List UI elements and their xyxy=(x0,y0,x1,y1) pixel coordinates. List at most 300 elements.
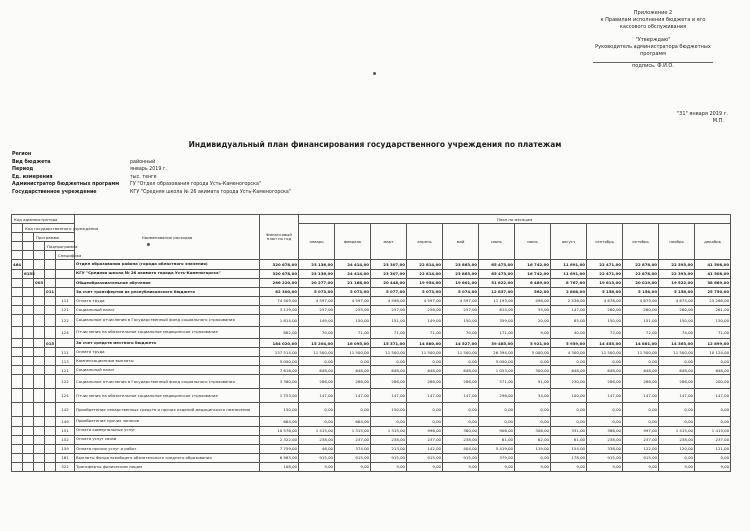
month-value-cell: 0,00 xyxy=(479,417,515,426)
month-value-cell: 286,00 xyxy=(299,375,335,389)
code-cell xyxy=(23,357,34,366)
document-meta xyxy=(12,151,291,197)
month-value-cell: 648,00 xyxy=(371,366,407,375)
table-row xyxy=(12,260,731,269)
month-value-cell: 237,00 xyxy=(335,435,371,444)
month-value-cell: 14 363,00 xyxy=(659,339,695,348)
month-value-cell: 648,00 xyxy=(623,366,659,375)
code-cell: 149 xyxy=(56,417,75,426)
month-value-cell: 213,00 xyxy=(371,444,407,453)
month-value-cell: 1 415,00 xyxy=(695,426,731,435)
code-cell: 003 xyxy=(34,278,45,287)
month-value-cell: 9,00 xyxy=(299,462,335,471)
month-value-cell: 19 954,00 xyxy=(407,278,443,287)
expense-name-cell: Отчисления на обязательное социальное медицинское страхование xyxy=(75,327,260,339)
expense-name-cell: Трансферты физическим лицам xyxy=(75,462,260,471)
month-value-cell: 147,00 xyxy=(551,305,587,314)
month-value-cell: 261,00 xyxy=(695,305,731,314)
meta-label: Ед. измерения xyxy=(12,174,53,180)
month-value-cell: 5 073,00 xyxy=(299,287,335,296)
month-value-cell: 150,00 xyxy=(695,315,731,327)
month-value-cell: 119,00 xyxy=(515,444,551,453)
month-value-cell: 19 601,00 xyxy=(443,278,479,287)
code-cell xyxy=(45,260,56,269)
month-value-cell: 178,00 xyxy=(551,453,587,462)
month-value-cell: 386,00 xyxy=(587,426,623,435)
month-value-cell: 0,00 xyxy=(659,417,695,426)
month-value-cell: 4 676,00 xyxy=(587,296,623,305)
month-value-cell: 380,00 xyxy=(443,426,479,435)
annual-plan-cell: 108,00 xyxy=(260,462,299,471)
header-month: апрель xyxy=(407,224,443,260)
month-value-cell: 8 767,00 xyxy=(551,278,587,287)
code-cell: 464 xyxy=(12,260,23,269)
code-cell xyxy=(12,389,23,403)
month-value-cell: 571,00 xyxy=(479,375,515,389)
month-value-cell: 257,00 xyxy=(299,305,335,314)
month-value-cell: 0,00 xyxy=(335,357,371,366)
month-value-cell: 9,00 xyxy=(623,462,659,471)
code-cell xyxy=(12,375,23,389)
header-month: декабрь xyxy=(695,224,731,260)
month-value-cell: 11 500,00 xyxy=(587,348,623,357)
month-value-cell: 230,00 xyxy=(551,375,587,389)
code-cell xyxy=(45,389,56,403)
month-value-cell: 0,00 xyxy=(443,357,479,366)
code-cell xyxy=(12,305,23,314)
table-row xyxy=(12,444,731,453)
code-cell xyxy=(23,426,34,435)
month-value-cell: 648,00 xyxy=(299,366,335,375)
code-cell xyxy=(45,403,56,417)
month-value-cell: 41 508,00 xyxy=(695,269,731,278)
annual-plan-cell: 3 119,00 xyxy=(260,305,299,314)
expense-name-cell: Приобретение прочих запасов xyxy=(75,417,260,426)
meta-label: Администратор бюджетных программ xyxy=(12,182,120,188)
code-cell xyxy=(23,260,34,269)
month-value-cell: 9,00 xyxy=(335,462,371,471)
month-value-cell: 24 414,00 xyxy=(335,269,371,278)
code-cell xyxy=(23,417,34,426)
month-value-cell: 72,00 xyxy=(623,327,659,339)
month-value-cell: 374,00 xyxy=(335,444,371,453)
month-value-cell: 331,00 xyxy=(551,426,587,435)
month-value-cell: 23 136,00 xyxy=(299,260,335,269)
month-value-cell: 915,00 xyxy=(335,453,371,462)
month-value-cell: 238,00 xyxy=(371,435,407,444)
month-value-cell: 0,00 xyxy=(371,357,407,366)
month-value-cell: 1 415,00 xyxy=(299,426,335,435)
code-cell: 151 xyxy=(56,426,75,435)
month-value-cell: 0,00 xyxy=(515,357,551,366)
code-cell xyxy=(56,269,75,278)
month-value-cell: 22 393,00 xyxy=(659,260,695,269)
expense-name-cell: Отдел образования района (города областного значения) xyxy=(75,260,260,269)
month-value-cell: 0,00 xyxy=(407,403,443,417)
month-value-cell: 1 415,00 xyxy=(659,426,695,435)
code-cell xyxy=(12,417,23,426)
month-value-cell: 238,00 xyxy=(299,435,335,444)
rules-line-1: к Правилам исполнения бюджета и его xyxy=(600,17,706,23)
annual-plan-cell: 5 000,00 xyxy=(260,357,299,366)
month-value-cell: 25 750,00 xyxy=(695,287,731,296)
month-value-cell: 257,00 xyxy=(371,305,407,314)
code-cell: 015 xyxy=(45,339,56,348)
month-value-cell: 23 863,00 xyxy=(443,269,479,278)
annual-plan-cell: 10 576,00 xyxy=(260,426,299,435)
expense-name-cell: Социальные отчисления в Государственный фонд социального страхования xyxy=(75,315,260,327)
expense-name-cell: Компенсационные выплаты xyxy=(75,357,260,366)
annual-plan-cell: 2 322,00 xyxy=(260,435,299,444)
month-value-cell: 664,00 xyxy=(335,417,371,426)
month-value-cell: 11 500,00 xyxy=(299,348,335,357)
table-row xyxy=(12,348,731,357)
month-value-cell: 255,00 xyxy=(335,305,371,314)
month-value-cell: 1 315,00 xyxy=(335,426,371,435)
annual-plan-cell: 1 753,00 xyxy=(260,389,299,403)
month-value-cell: 22 878,00 xyxy=(623,269,659,278)
month-value-cell: 9,00 xyxy=(515,462,551,471)
code-cell: 122 xyxy=(56,375,75,389)
code-cell xyxy=(45,357,56,366)
month-value-cell: 260,00 xyxy=(659,305,695,314)
month-value-cell: 51 822,00 xyxy=(479,278,515,287)
month-value-cell: 72,00 xyxy=(587,327,623,339)
month-value-cell: 286,00 xyxy=(587,375,623,389)
month-value-cell: 915,00 xyxy=(407,453,443,462)
month-value-cell: 2 536,00 xyxy=(551,296,587,305)
month-value-cell: 22 471,00 xyxy=(587,260,623,269)
header-month: ноябрь xyxy=(659,224,695,260)
month-value-cell: 21 168,00 xyxy=(335,278,371,287)
month-value-cell: 4 597,00 xyxy=(443,296,479,305)
code-cell xyxy=(56,339,75,348)
month-value-cell: 11 500,00 xyxy=(335,348,371,357)
month-value-cell: 5 000,00 xyxy=(515,348,551,357)
annual-plan-cell: 7 616,00 xyxy=(260,366,299,375)
month-value-cell: 0,00 xyxy=(587,357,623,366)
code-cell: 121 xyxy=(56,305,75,314)
month-value-cell: 147,00 xyxy=(587,389,623,403)
month-value-cell: 147,00 xyxy=(335,389,371,403)
month-value-cell: 286,00 xyxy=(407,375,443,389)
month-value-cell: 286,00 xyxy=(443,375,479,389)
code-cell xyxy=(34,435,45,444)
month-value-cell: 9,00 xyxy=(659,462,695,471)
month-value-cell: 9,00 xyxy=(551,462,587,471)
month-value-cell: 237,00 xyxy=(407,435,443,444)
month-value-cell: 286,00 xyxy=(659,375,695,389)
month-value-cell: 0,00 xyxy=(623,357,659,366)
month-value-cell: 65 473,00 xyxy=(479,260,515,269)
month-value-cell: 0,00 xyxy=(659,453,695,462)
month-value-cell: 1 053,00 xyxy=(479,366,515,375)
header-name: Наименование расходов xyxy=(75,215,260,260)
code-cell xyxy=(12,315,23,327)
annual-plan-cell: 82 300,00 xyxy=(260,287,299,296)
annual-plan-cell: 862,00 xyxy=(260,327,299,339)
code-cell: 161 xyxy=(56,453,75,462)
code-cell xyxy=(23,435,34,444)
code-cell xyxy=(12,327,23,339)
month-value-cell: 0,00 xyxy=(623,417,659,426)
month-value-cell: 0,00 xyxy=(551,357,587,366)
month-value-cell: 14 455,00 xyxy=(587,339,623,348)
meta-label: Вид бюджета xyxy=(12,159,51,165)
code-cell xyxy=(23,305,34,314)
code-cell xyxy=(45,327,56,339)
expense-name-cell: КГУ "Средняя школа № 26 акимата города Усть-Каменогорска" xyxy=(75,269,260,278)
month-value-cell: 4 675,00 xyxy=(623,296,659,305)
approved-label: "Утверждаю" xyxy=(635,37,671,43)
code-cell xyxy=(23,339,34,348)
month-value-cell: 14 861,00 xyxy=(623,339,659,348)
code-cell xyxy=(45,375,56,389)
month-value-cell: 0,00 xyxy=(407,417,443,426)
month-value-cell: 71,00 xyxy=(335,327,371,339)
month-value-cell: 147,00 xyxy=(659,389,695,403)
code-cell xyxy=(45,444,56,453)
financing-plan-table-wrap xyxy=(11,214,730,472)
month-value-cell: 23 136,00 xyxy=(299,269,335,278)
month-value-cell: 0,00 xyxy=(551,403,587,417)
month-value-cell: 11 500,00 xyxy=(407,348,443,357)
month-value-cell: 915,00 xyxy=(299,453,335,462)
code-cell: 322 xyxy=(56,462,75,471)
signature-hint: подпись, Ф.И.О. xyxy=(632,63,674,69)
table-row xyxy=(12,327,731,339)
table-row xyxy=(12,453,731,462)
header-month: сентябрь xyxy=(587,224,623,260)
header-plan: Финансовый план на год xyxy=(260,215,299,260)
month-value-cell: 0,00 xyxy=(299,403,335,417)
code-cell xyxy=(34,375,45,389)
month-value-cell: 11 500,00 xyxy=(443,348,479,357)
code-cell xyxy=(12,278,23,287)
month-value-cell: 359,00 xyxy=(479,315,515,327)
month-value-cell: 6 489,00 xyxy=(515,278,551,287)
month-value-cell: 11 193,00 xyxy=(479,296,515,305)
code-cell xyxy=(23,453,34,462)
code-cell xyxy=(23,389,34,403)
month-value-cell: 22 393,00 xyxy=(659,269,695,278)
code-cell xyxy=(34,315,45,327)
month-value-cell: 260,00 xyxy=(587,305,623,314)
month-value-cell: 23 307,00 xyxy=(371,269,407,278)
code-cell xyxy=(45,366,56,375)
expense-name-cell: Оплата коммунальных услуг xyxy=(75,426,260,435)
month-value-cell: 260,00 xyxy=(623,305,659,314)
month-value-cell: 200,00 xyxy=(695,375,731,389)
month-value-cell: 0,00 xyxy=(371,417,407,426)
month-value-cell: 0,00 xyxy=(443,417,479,426)
meta-value: ГУ "Отдел образования города Усть-Каменогорска" xyxy=(130,182,262,188)
month-value-cell: 14 880,00 xyxy=(407,339,443,348)
code-cell: 111 xyxy=(56,296,75,305)
month-value-cell: 39 485,00 xyxy=(479,339,515,348)
appendix-label: Приложение 2 xyxy=(633,10,673,16)
code-cell xyxy=(12,366,23,375)
month-value-cell: 24 414,00 xyxy=(335,260,371,269)
scan-speck xyxy=(373,72,376,75)
annual-plan-cell: 7 759,00 xyxy=(260,444,299,453)
month-value-cell: 0,00 xyxy=(299,417,335,426)
header-month: июнь xyxy=(479,224,515,260)
month-value-cell: 19 522,00 xyxy=(659,278,695,287)
month-value-cell: 34,00 xyxy=(515,389,551,403)
month-value-cell: 648,00 xyxy=(695,366,731,375)
header-month: февраль xyxy=(335,224,371,260)
month-value-cell: 238,00 xyxy=(443,435,479,444)
month-value-cell: 20 277,00 xyxy=(299,278,335,287)
month-value-cell: 26 394,00 xyxy=(479,348,515,357)
code-cell: 142 xyxy=(56,403,75,417)
month-value-cell: 0,00 xyxy=(479,403,515,417)
month-value-cell: 16 095,00 xyxy=(335,339,371,348)
month-value-cell: 0,00 xyxy=(695,453,731,462)
month-value-cell: 5 073,00 xyxy=(335,287,371,296)
month-value-cell: 74,00 xyxy=(659,327,695,339)
month-value-cell: 614,00 xyxy=(479,305,515,314)
month-value-cell: 648,00 xyxy=(443,366,479,375)
expense-name-cell: За счет трансфертов из республиканского бюджета xyxy=(75,287,260,296)
month-value-cell: 4 597,00 xyxy=(407,296,443,305)
month-value-cell: 149,00 xyxy=(299,315,335,327)
code-cell xyxy=(34,305,45,314)
code-cell xyxy=(12,296,23,305)
month-value-cell: 648,00 xyxy=(335,366,371,375)
month-value-cell: 915,00 xyxy=(587,453,623,462)
expense-name-cell: Общеобразовательное обучение xyxy=(75,278,260,287)
month-value-cell: 256,00 xyxy=(407,305,443,314)
month-value-cell: 4 675,00 xyxy=(659,296,695,305)
header-admin-code: Код администратора xyxy=(12,215,75,224)
meta-label: Период xyxy=(12,167,34,173)
code-cell xyxy=(12,403,23,417)
month-value-cell: 296,00 xyxy=(479,389,515,403)
code-cell xyxy=(45,453,56,462)
meta-row xyxy=(12,159,291,167)
month-value-cell: 5 077,00 xyxy=(371,287,407,296)
code-cell xyxy=(34,287,45,296)
code-cell: 124 xyxy=(56,389,75,403)
table-row xyxy=(12,305,731,314)
code-cell: 152 xyxy=(56,435,75,444)
expense-name-cell: За счет средств местного бюджета xyxy=(75,339,260,348)
month-value-cell: 1 315,00 xyxy=(371,426,407,435)
month-value-cell: 238,00 xyxy=(659,435,695,444)
header-subprogram: Подпрограмма xyxy=(45,242,75,251)
month-value-cell: 915,00 xyxy=(623,453,659,462)
table-row xyxy=(12,269,731,278)
meta-row xyxy=(12,174,291,182)
month-value-cell: 915,00 xyxy=(443,453,479,462)
month-value-cell: 2 808,00 xyxy=(551,287,587,296)
header-gu-code: Код государственного учреждения xyxy=(23,224,75,233)
month-value-cell: 20,00 xyxy=(515,315,551,327)
table-row xyxy=(12,403,731,417)
month-value-cell: 35,00 xyxy=(515,305,551,314)
month-value-cell: 40,00 xyxy=(551,327,587,339)
month-value-cell: 0,00 xyxy=(299,357,335,366)
meta-label: Регион xyxy=(12,152,32,157)
month-value-cell: 0,00 xyxy=(515,403,551,417)
meta-row xyxy=(12,181,291,189)
month-value-cell: 16 742,00 xyxy=(515,269,551,278)
month-value-cell: 5 158,00 xyxy=(659,287,695,296)
month-value-cell: 150,00 xyxy=(371,403,407,417)
month-value-cell: 5 921,00 xyxy=(515,339,551,348)
month-value-cell: 147,00 xyxy=(695,389,731,403)
code-cell: 6155 xyxy=(23,269,34,278)
month-value-cell: 0,00 xyxy=(587,417,623,426)
month-value-cell: 147,00 xyxy=(623,389,659,403)
month-value-cell: 0,00 xyxy=(695,403,731,417)
month-value-cell: 91,00 xyxy=(515,375,551,389)
table-row xyxy=(12,435,731,444)
month-value-cell: 61,00 xyxy=(479,435,515,444)
code-cell xyxy=(12,435,23,444)
month-value-cell: 996,00 xyxy=(407,426,443,435)
month-value-cell: 0,00 xyxy=(587,403,623,417)
code-cell xyxy=(34,296,45,305)
month-value-cell: 122,00 xyxy=(623,444,659,453)
month-value-cell: 171,00 xyxy=(479,327,515,339)
expense-name-cell: Оплата услуг связи xyxy=(75,435,260,444)
code-cell: 121 xyxy=(56,366,75,375)
meta-value: тыс. тенге xyxy=(130,174,157,180)
table-row xyxy=(12,278,731,287)
month-value-cell: 12 899,00 xyxy=(695,339,731,348)
table-row xyxy=(12,296,731,305)
month-value-cell: 5 959,00 xyxy=(551,339,587,348)
month-value-cell: 71,00 xyxy=(695,327,731,339)
month-value-cell: 38 669,00 xyxy=(695,278,731,287)
header-specifics: Специфика xyxy=(56,251,75,260)
meta-label: Государственное учреждение xyxy=(12,189,97,195)
code-cell xyxy=(45,296,56,305)
annual-plan-cell: 320 678,00 xyxy=(260,260,299,269)
month-value-cell: 300,00 xyxy=(515,366,551,375)
month-value-cell: 11 500,00 xyxy=(623,348,659,357)
month-value-cell: 498,00 xyxy=(515,296,551,305)
code-cell: 111 xyxy=(56,348,75,357)
month-value-cell: 151,00 xyxy=(623,315,659,327)
month-value-cell: 9,00 xyxy=(515,327,551,339)
code-cell: 011 xyxy=(45,287,56,296)
month-value-cell: 379,00 xyxy=(479,453,515,462)
code-cell xyxy=(34,260,45,269)
month-value-cell: 257,00 xyxy=(443,305,479,314)
month-value-cell: 150,00 xyxy=(335,315,371,327)
table-row xyxy=(12,426,731,435)
code-cell xyxy=(23,287,34,296)
document-title: Индивидуальный план финансирования государственного учреждения по платежам xyxy=(188,140,562,149)
month-value-cell: 9,00 xyxy=(479,462,515,471)
code-cell xyxy=(12,462,23,471)
month-value-cell: 9,00 xyxy=(443,462,479,471)
table-row xyxy=(12,287,731,296)
code-cell xyxy=(23,296,34,305)
annual-plan-cell: 6 983,00 xyxy=(260,453,299,462)
month-value-cell: 0,00 xyxy=(659,357,695,366)
code-cell xyxy=(34,348,45,357)
code-cell xyxy=(45,269,56,278)
month-value-cell: 22 814,00 xyxy=(407,260,443,269)
expense-name-cell: Оплата труда xyxy=(75,296,260,305)
month-value-cell: 65 473,00 xyxy=(479,269,515,278)
month-value-cell: 121,00 xyxy=(695,444,731,453)
